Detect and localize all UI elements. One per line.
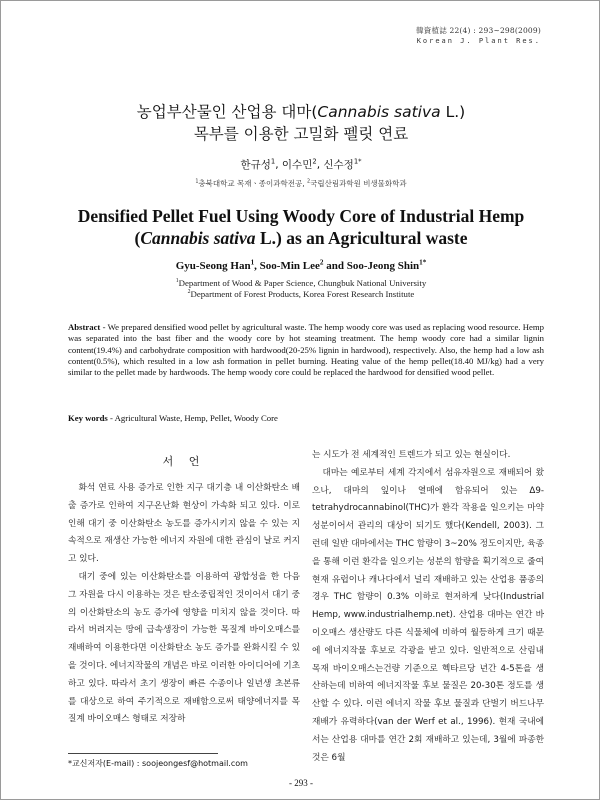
journal-header	[416, 25, 541, 47]
korean-title-line1	[1, 101, 600, 123]
english-title	[1, 205, 600, 249]
journal-name: Korean J. Plant Res.	[416, 37, 541, 45]
body-column-left	[68, 480, 300, 729]
keywords	[68, 413, 278, 423]
author-ko: 한규성$^1$,	[240, 157, 282, 171]
paragraph: 는 시도가 전 세계적인 트렌드가 되고 있는 현실이다.	[312, 450, 511, 460]
korean-title-pre: 농업부산물인 산업용 대마(	[136, 103, 318, 121]
section-heading-introduction: 서 언	[162, 455, 206, 468]
author-en: Soo-Min Lee$^2$ and	[259, 258, 347, 272]
english-authors	[1, 260, 600, 272]
abstract-text: - We prepared densified wood pellet by agricultural waste. The hemp woody core was used as replacing wood resource. Hemp was separated into the bast fiber and the woody core by hot steaming treatment. The hemp woody core had a similar lignin content(19.4%) and carbohydrate composition with hardwood(20-25% lignin in hardwood), respectively. Also, the hemp had a low ash content(0.5%), which resulted in a low ash formation in pellet burning. Heating value of the hemp pellet(18.40 MJ/kg) had a very similar to the pellet made by hardwoods. The hemp woody core could be replaced the hardwood for densified wood pellet.	[68, 322, 544, 378]
korean-title-line2: 목부를 이용한 고밀화 펠릿 연료	[193, 125, 409, 143]
affiliation-en: $^2$Department of Forest Products, Korea Forest Research Institute	[187, 289, 415, 299]
keywords-label: Key words	[68, 413, 108, 423]
korean-title-post: L.)	[440, 103, 466, 121]
keywords-text: - Agricultural Waste, Hemp, Pellet, Woody Core	[107, 413, 278, 423]
korean-title-species: Cannabis sativa	[317, 103, 441, 121]
author-en: Soo-Jeong Shin$^{1*}$	[346, 258, 427, 272]
paragraph: 대마는 예로부터 세계 각지에서 섬유자원으로 재배되어 왔으나, 대마의 잎이나 열매에 함유되어 있는 Δ9-tetrahydrocannabinol(THC)가 환각 작용을 일으키는 마약 성분이어서 관리의 대상이 되기도 했다(Kendell, 2003). 그런데 일반 대마에서는 THC 함량이 3~20% 정도이지만, 육종을 통해 이런 환각을 일으키는 성분의 함량을 획기적으로 줄여 현재 유럽이나 캐나다에서 널리 재배하고 있는 산업용 품종의 경우 THC 함량이 0.3% 이하로 현저하게 낮다(Industrial Hemp, www.industrialhemp.net). 산업용 대마는 연간 바이오매스 생산량도 다른 식물체에 비하여 월등하게 크기 때문에 에너지작물 후보로 각광을 받고 있다. 일반적으로 산림내 목재 바이오매스는건량 기준으로 헥타르당 년간 4-5톤을 생산하는데 비하여 에너지작물 후보 물질은 20-30톤 정도를 생산할 수 있다. 이런 에너지 작물 후보 물질과 단벌기 버드나무 재배가 유력하다(van der Werf et al., 1996). 현재 국내에서는 산업용 대마를 연간 2회 재배하고 있는데, 3월에 파종한 것은 6월	[312, 467, 544, 763]
author-ko: 신수정$^{1*}$	[323, 157, 362, 171]
english-title-line2: (Cannabis sativa L.) as an Agricultural waste	[134, 228, 468, 248]
english-affiliations	[1, 278, 600, 300]
english-title-line1: Densified Pellet Fuel Using Woody Core of Industrial Hemp	[77, 206, 525, 226]
body-column-right	[312, 447, 544, 767]
paragraph: 대기 중에 있는 이산화탄소를 이용하여 광합성을 한 다음 그 자원을 다시 이용하는 것은 탄소중립적인 것이어서 대기 중의 이산화탄소의 농도 증가에 영향을 미치지 않을 것이다. 따라서 버려지는 땅에 급속생장이 가능한 목질계 바이오매스를 재배하여 이용한다면 이산화탄소 농도 증가를 완화시킬 수 있을 것이다. 에너지작물의 개념은 바로 이러한 아이디어에 기초하고 있다. 따라서 초기 생장이 빠른 수종이나 일년생 초본류를 대상으로 하여 주기적으로 재배함으로써 태양에너지를 목질계 바이오매스 형태로 저장하	[68, 571, 300, 725]
paragraph: 화석 연료 사용 증가로 인한 지구 대기층 내 이산화탄소 배출 증가로 인하여 지구온난화 현상이 가속화 되고 있다. 이로 인해 대기 중 이산화탄소 농도를 증가시키지 않을 수 있는 지속적으로 재생산 가능한 에너지 자원에 대한 관심이 날로 커지고 있다.	[68, 483, 300, 565]
author-ko: 이수민$^2$,	[281, 157, 324, 171]
footnote-divider	[68, 753, 218, 754]
abstract-label: Abstract	[68, 322, 101, 332]
corresponding-author-footnote: *교신저자(E-mail) : soojeongesf@hotmail.com	[68, 759, 248, 768]
page-number: - 293 -	[289, 778, 313, 788]
korean-title	[1, 101, 600, 145]
journal-citation: 韓資植誌 22(4) : 293~298(2009)	[416, 26, 541, 35]
korean-authors	[1, 157, 600, 172]
korean-affiliations: $^1$충북대학교 목재ㆍ종이과학전공, $^2$국립산림과학원 비생물화학과	[195, 178, 407, 188]
affiliation-en: $^1$Department of Wood & Paper Science, Chungbuk National University	[175, 278, 427, 288]
abstract	[68, 322, 544, 378]
author-en: Gyu-Seong Han$^1$,	[175, 258, 260, 272]
